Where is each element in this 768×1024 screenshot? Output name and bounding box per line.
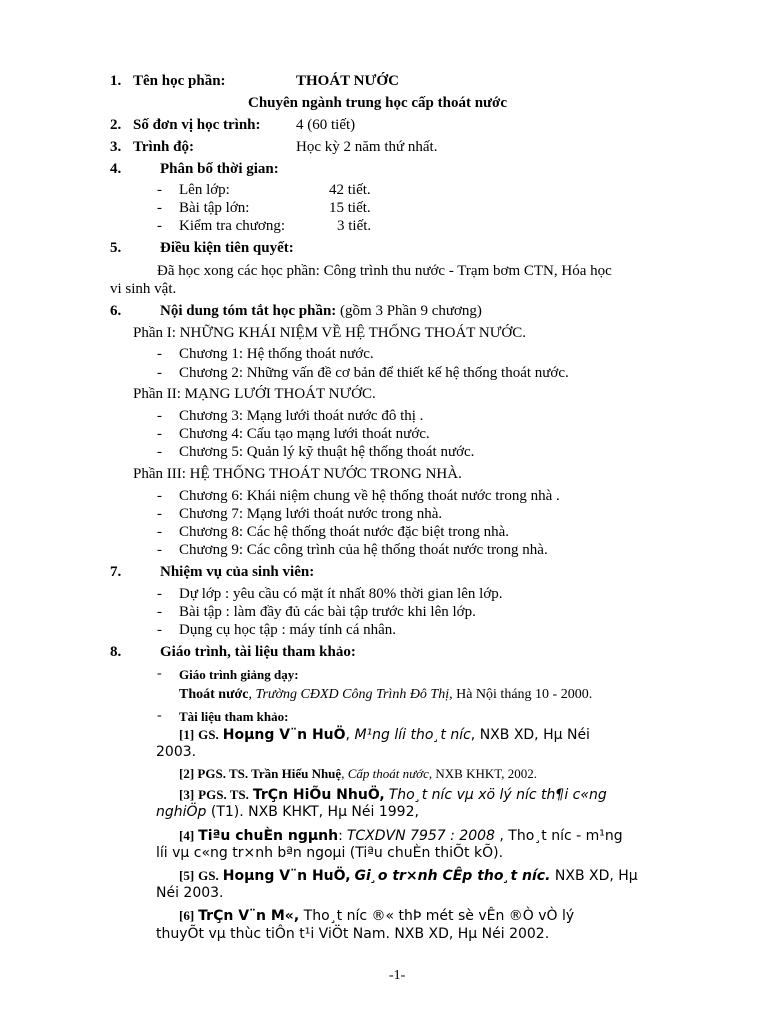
time-row-value: 42 tiết. (329, 182, 371, 198)
reference-author: TrÇn V¨n M«, (198, 908, 300, 924)
section-number: 4. (110, 161, 122, 177)
time-row-value: 15 tiết. (329, 200, 371, 216)
chapter-item: Chương 9: Các công trình của hệ thống thoát nước trong nhà. (179, 542, 548, 558)
reference-title: Cấp thoát nước (347, 766, 429, 781)
reference-continuation (156, 804, 419, 820)
bullet-dash: - (157, 182, 162, 198)
summary-note: (gồm 3 Phần 9 chương) (336, 303, 482, 319)
bullet-dash: - (157, 408, 162, 424)
reference-author: Hoµng V¨n HuÖ, (222, 868, 351, 884)
part-title: Phần I: NHỮNG KHÁI NIỆM VỀ HỆ THỐNG THOÁT NƯỚC. (133, 325, 526, 341)
chapter-item: Chương 4: Cấu tạo mạng lưới thoát nước. (179, 426, 430, 442)
reference-entry: [2] PGS. TS. Trần Hiếu Nhuệ, Cấp thoát nước, NXB KHKT, 2002. (179, 766, 537, 781)
reference-prefix: GS. (198, 727, 219, 742)
reference-publisher: , NXB XD, Hµ Néi (470, 727, 590, 743)
section-number: 8. (110, 644, 122, 660)
bullet-dash: - (157, 444, 162, 460)
textbook-subheading: Giáo trình giảng dạy: (179, 667, 299, 682)
references-label: Giáo trình, tài liệu tham khảo: (160, 644, 356, 660)
reference-prefix: GS. (198, 868, 219, 883)
bullet-dash: - (157, 426, 162, 442)
reference-entry (179, 907, 675, 925)
reference-author: PGS. TS. Trần Hiếu Nhuệ (197, 766, 342, 781)
reference-title: M¹ng líi tho¸t níc (354, 727, 471, 743)
specialization-subtitle: Chuyên ngành trung học cấp thoát nước (248, 95, 508, 111)
reference-entry (179, 786, 675, 804)
textbook-entry (179, 687, 592, 703)
reference-number: [1] (179, 727, 195, 742)
reference-author: Tiªu chuÈn ngµnh (198, 828, 339, 844)
reference-subheading: Tài liệu tham khảo: (179, 709, 289, 724)
bullet-dash: - (157, 506, 162, 522)
level-value: Học kỳ 2 năm thứ nhất. (296, 139, 438, 155)
bullet-dash: - (157, 622, 162, 638)
time-row-label: Kiểm tra chương: (179, 218, 286, 234)
time-allocation-label: Phân bố thời gian: (160, 161, 279, 177)
reference-number: [4] (179, 828, 195, 843)
credits-value: 4 (60 tiết) (296, 117, 356, 133)
chapter-item: Chương 7: Mạng lưới thoát nước trong nhà. (179, 506, 443, 522)
prerequisite-label: Điều kiện tiên quyết: (160, 240, 294, 256)
reference-publisher: (T1). NXB KHKT, Hµ Néi 1992, (206, 804, 419, 820)
bullet-dash: - (157, 218, 162, 234)
chapter-item: Chương 5: Quản lý kỹ thuật hệ thống thoát nước. (179, 444, 475, 460)
reference-prefix: PGS. TS. (198, 787, 249, 802)
reference-author: Hoµng V¨n HuÖ (222, 727, 346, 743)
textbook-source: Trường CĐXD Công Trình Đô Thị (255, 687, 450, 702)
duty-item: Dự lớp : yêu cầu có mặt ít nhất 80% thời gian lên lớp. (179, 586, 503, 602)
reference-author: TrÇn HiÕu NhuÖ, (252, 787, 385, 803)
reference-number: [2] (179, 766, 195, 781)
summary-heading (160, 303, 482, 320)
reference-continuation: líi vµ c«ng tr×nh bªn ngoµi (Tiªu chuÈn thiÕt kÕ). (156, 845, 504, 861)
reference-title-continued: nghiÖp (156, 804, 207, 820)
reference-separator: : (338, 828, 343, 844)
course-name-label: Tên học phần: (133, 73, 226, 89)
reference-continuation: 2003. (156, 744, 197, 760)
bullet-dash: - (157, 346, 162, 362)
duty-item: Dụng cụ học tập : máy tính cá nhân. (179, 622, 397, 638)
credits-label: Số đơn vị học trình: (133, 117, 261, 133)
bullet-dash: - (157, 488, 162, 504)
summary-label: Nội dung tóm tắt học phần: (160, 303, 337, 319)
bullet-dash: - (157, 708, 162, 723)
reference-entry (179, 867, 675, 885)
bullet-dash: - (157, 524, 162, 540)
part-title: Phần III: HỆ THỐNG THOÁT NƯỚC TRONG NHÀ. (133, 466, 462, 482)
prerequisite-text: Đã học xong các học phần: Công trình thu nước - Trạm bơm CTN, Hóa học (157, 263, 612, 279)
reference-publisher: , NXB KHKT, 2002. (428, 766, 537, 781)
page-number: -1- (389, 968, 406, 983)
time-row-value: 3 tiết. (337, 218, 372, 234)
part-title: Phần II: MẠNG LƯỚI THOÁT NƯỚC. (133, 386, 376, 402)
reference-rest: , Tho¸t níc - m¹ng (494, 828, 623, 844)
reference-number: [5] (179, 868, 195, 883)
bullet-dash: - (157, 365, 162, 381)
section-number: 5. (110, 240, 122, 256)
time-row-label: Bài tập lớn: (179, 200, 250, 216)
section-number: 7. (110, 564, 122, 580)
reference-continuation: Néi 2003. (156, 885, 224, 901)
reference-entry: [1] GS. Hoµng V¨n HuÖ, M¹ng líi tho¸t níc, NXB XD, Hµ Néi (179, 727, 590, 743)
chapter-item: Chương 1: Hệ thống thoát nước. (179, 346, 374, 362)
section-number: 2. (110, 117, 122, 133)
reference-title: TCXDVN 7957 : 2008 (346, 828, 495, 844)
level-label: Trình độ: (133, 139, 194, 155)
bullet-dash: - (157, 542, 162, 558)
chapter-item: Chương 6: Khái niệm chung về hệ thống thoát nước trong nhà . (179, 488, 560, 504)
section-number: 1. (110, 73, 122, 89)
reference-title: Tho¸t níc vµ xö lý níc th¶i c«ng (388, 787, 607, 803)
student-duties-label: Nhiệm vụ của sinh viên: (160, 564, 315, 580)
prerequisite-text: vi sinh vật. (110, 281, 177, 297)
bullet-dash: - (157, 604, 162, 620)
bullet-dash: - (157, 586, 162, 602)
reference-title: Gi¸o tr×nh CÊp tho¸t níc. (354, 868, 551, 884)
textbook-title: Thoát nước (179, 687, 249, 702)
reference-entry (179, 827, 675, 845)
section-number: 3. (110, 139, 122, 155)
chapter-item: Chương 2: Những vấn đề cơ bản để thiết kế hệ thống thoát nước. (179, 365, 569, 381)
reference-number: [3] (179, 787, 195, 802)
bullet-dash: - (157, 200, 162, 216)
time-row-label: Lên lớp: (179, 182, 230, 198)
section-number: 6. (110, 303, 122, 319)
bullet-dash: - (157, 666, 162, 681)
reference-continuation: thuyÕt vµ thùc tiÔn t¹i ViÖt Nam. NXB XD, Hµ Néi 2002. (156, 926, 550, 942)
duty-item: Bài tập : làm đầy đủ các bài tập trước khi lên lớp. (179, 604, 476, 620)
course-name-value: THOÁT NƯỚC (296, 73, 399, 89)
chapter-item: Chương 3: Mạng lưới thoát nước đô thị . (179, 408, 424, 424)
reference-publisher: NXB XD, Hµ (550, 868, 638, 884)
chapter-item: Chương 8: Các hệ thống thoát nước đặc biệt trong nhà. (179, 524, 509, 540)
textbook-publication: , Hà Nội tháng 10 - 2000. (449, 687, 593, 702)
reference-number: [6] (179, 908, 195, 923)
reference-rest: Tho¸t níc ®« thÞ mét sè vÊn ®Ò vÒ lý (299, 908, 575, 924)
textbook-separator: , (248, 687, 256, 702)
